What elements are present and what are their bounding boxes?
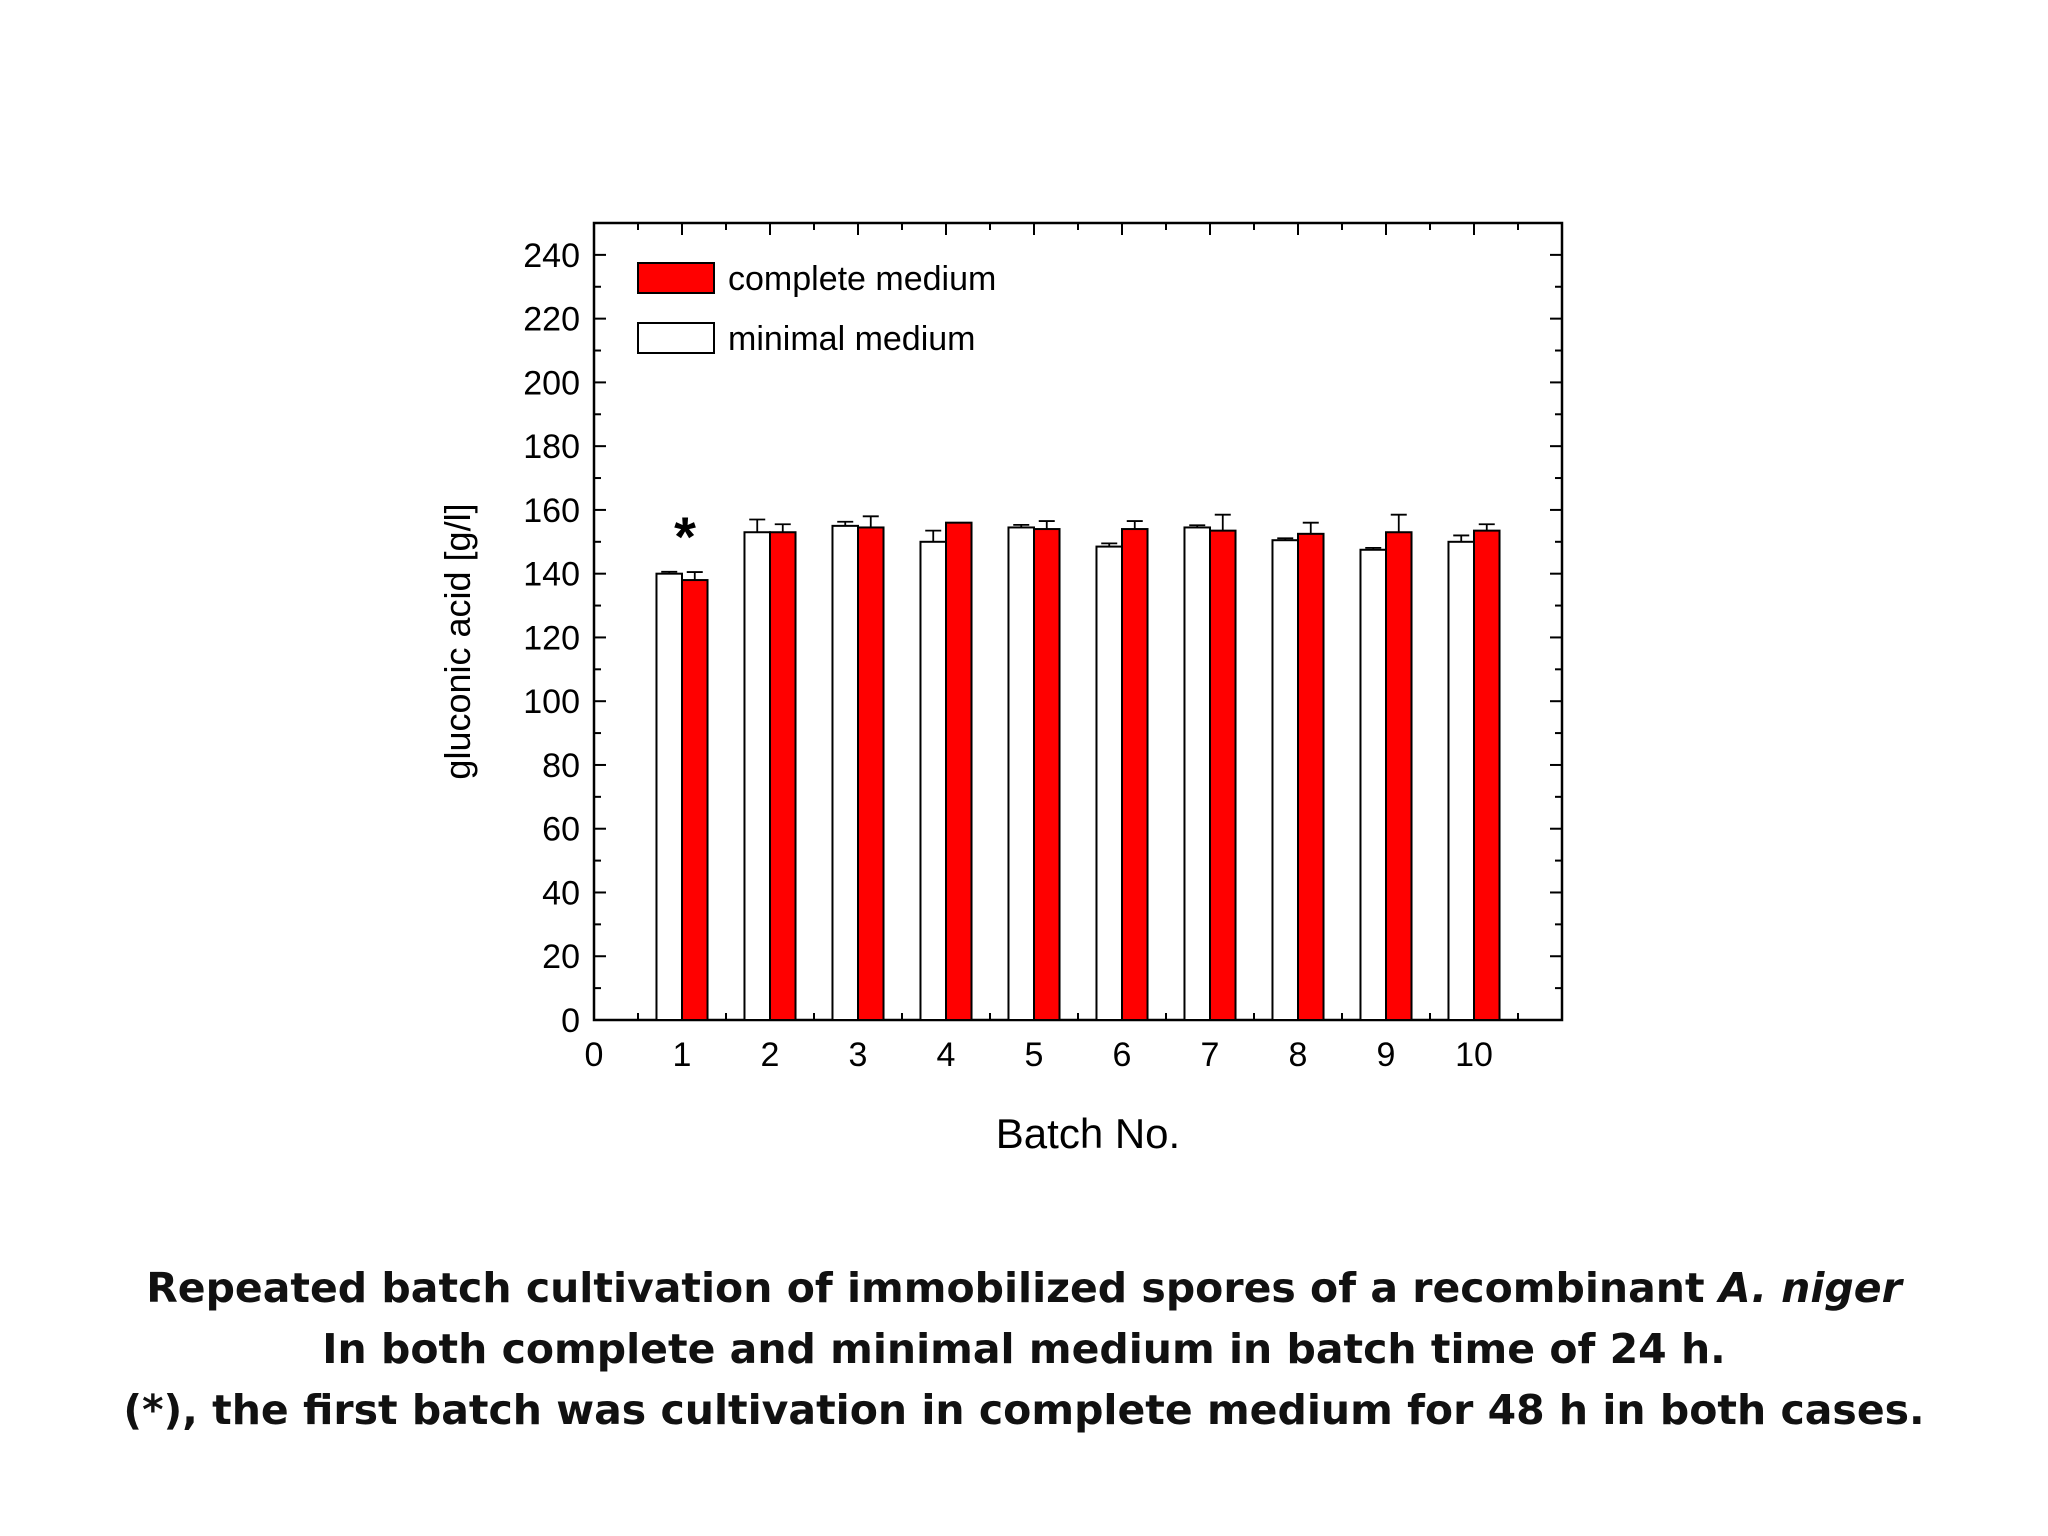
bar-minimal-6 (1096, 547, 1122, 1020)
x-tick-label: 4 (936, 1036, 956, 1074)
caption-line-2: In both complete and minimal medium in batch time of 24 h. (322, 1325, 1726, 1373)
y-tick-label: 40 (542, 874, 580, 913)
bar-minimal-7 (1184, 527, 1210, 1020)
bar-complete-6 (1122, 529, 1148, 1020)
y-tick-label: 20 (542, 938, 580, 977)
bar-complete-4 (946, 523, 972, 1020)
significance-asterisk: * (674, 504, 696, 568)
bar-minimal-3 (832, 526, 858, 1020)
y-tick-label: 180 (523, 428, 580, 467)
bar-complete-1 (682, 580, 708, 1020)
x-tick-label: 9 (1376, 1036, 1396, 1074)
y-tick-label: 0 (561, 1002, 580, 1040)
y-tick-label: 140 (523, 555, 580, 594)
bar-minimal-8 (1272, 540, 1298, 1020)
x-tick-label: 6 (1112, 1036, 1132, 1074)
y-tick-label: 220 (523, 300, 580, 339)
bar-minimal-1 (656, 574, 682, 1020)
caption-line-1: Repeated batch cultivation of immobilized spores of a recombinant A. niger (146, 1264, 1902, 1312)
legend-swatch-complete (638, 263, 714, 293)
y-axis-label: gluconic acid [g/l] (437, 503, 478, 780)
x-tick-label: 3 (848, 1036, 868, 1074)
bar-minimal-4 (920, 542, 946, 1020)
figure-caption (0, 1258, 2048, 1441)
x-tick-label: 1 (672, 1036, 692, 1074)
bar-complete-5 (1034, 529, 1060, 1020)
legend-label: complete medium (728, 260, 997, 298)
y-tick-label: 100 (523, 683, 580, 722)
x-axis-label: Batch No. (995, 1110, 1181, 1157)
y-tick-label: 160 (523, 491, 580, 530)
x-tick-label: 2 (760, 1036, 780, 1074)
legend-label: minimal medium (728, 320, 976, 358)
x-tick-label: 8 (1288, 1036, 1308, 1074)
legend-swatch-minimal (638, 323, 714, 353)
bar-complete-7 (1210, 531, 1236, 1020)
x-tick-label: 7 (1200, 1036, 1220, 1074)
caption-line-3: (*), the first batch was cultivation in complete medium for 48 h in both cases. (123, 1386, 1925, 1434)
bar-minimal-5 (1008, 527, 1034, 1020)
bar-complete-10 (1474, 531, 1500, 1020)
bar-minimal-10 (1448, 542, 1474, 1020)
y-tick-label: 200 (523, 364, 580, 403)
bar-complete-3 (858, 527, 884, 1020)
y-tick-label: 80 (542, 746, 580, 785)
x-tick-label: 10 (1455, 1036, 1493, 1074)
x-tick-label: 0 (584, 1036, 604, 1074)
bar-complete-2 (770, 532, 796, 1020)
bar-complete-9 (1386, 532, 1412, 1020)
bar-minimal-2 (744, 532, 770, 1020)
bar-minimal-9 (1360, 550, 1386, 1020)
x-tick-label: 5 (1024, 1036, 1044, 1074)
bar-complete-8 (1298, 534, 1324, 1020)
y-tick-label: 240 (523, 236, 580, 275)
y-tick-label: 120 (523, 619, 580, 658)
y-tick-label: 60 (542, 810, 580, 849)
